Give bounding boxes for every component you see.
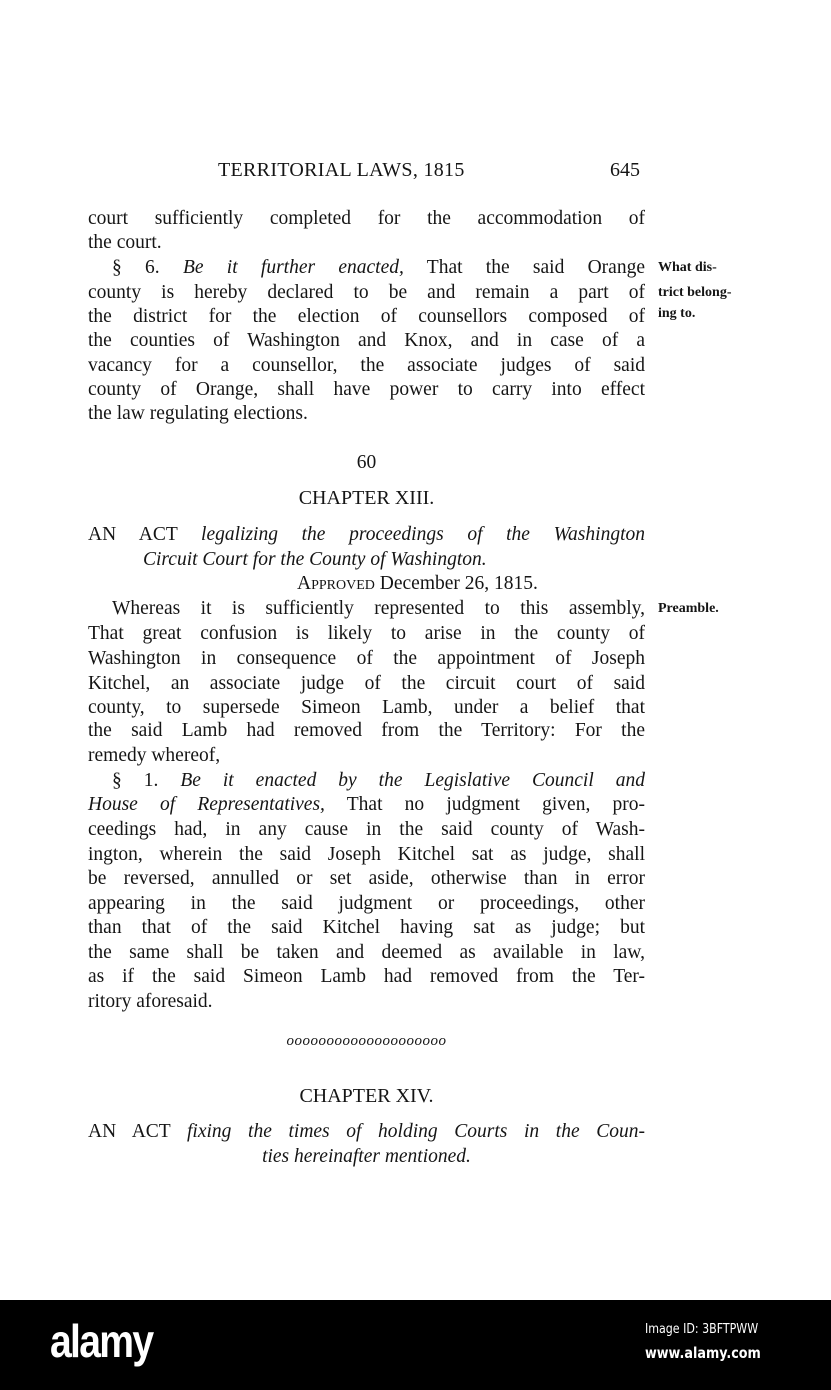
text-line xyxy=(88,622,645,646)
text-segment: That the said Orange xyxy=(403,257,645,278)
text-line xyxy=(88,486,645,510)
text-segment: 60 xyxy=(356,452,377,473)
italic-text: oooooooooooooooooooo xyxy=(286,1033,447,1049)
italic-text: fixing the times of holding Courts in the Coun- xyxy=(187,1121,645,1142)
text-segment: AN ACT xyxy=(88,524,202,545)
text-segment: § 6. xyxy=(112,257,183,278)
text-segment: AN ACT xyxy=(88,1121,187,1142)
text-line xyxy=(88,451,645,475)
text-line xyxy=(88,1029,645,1053)
text-segment: as if the said Simeon Lamb had removed from the Ter- xyxy=(88,966,645,987)
text-segment: Kitchel, an associate judge of the circuit court of said xyxy=(88,673,645,694)
text-line xyxy=(88,523,645,547)
text-segment: ritory aforesaid. xyxy=(88,991,213,1012)
italic-text: Be it further enacted, xyxy=(182,257,404,278)
text-line xyxy=(88,965,645,989)
text-line xyxy=(88,329,645,353)
text-line xyxy=(88,719,645,743)
text-segment: court sufficiently completed for the accommodation of xyxy=(88,208,645,229)
text-segment: county is hereby declared to be and remain a part of xyxy=(88,282,645,303)
text-line xyxy=(88,867,645,891)
text-segment: § 1. xyxy=(112,770,181,791)
text-line xyxy=(88,207,645,231)
text-line xyxy=(88,843,645,867)
text-segment: ington, wherein the said Joseph Kitchel sat as judge, shall xyxy=(88,844,645,865)
text-segment: vacancy for a counsellor, the associate judges of said xyxy=(88,355,645,376)
text-segment: Approved xyxy=(297,573,375,594)
text-segment: county of Orange, shall have power to carry into effect xyxy=(88,379,645,400)
text-line xyxy=(88,941,645,965)
text-segment: CHAPTER XIV. xyxy=(299,1085,434,1107)
text-line xyxy=(88,793,645,817)
watermark-bar xyxy=(0,1300,831,1390)
text-line xyxy=(88,231,645,255)
text-line xyxy=(88,378,645,402)
text-segment: Whereas it is sufficiently represented to this assembly, xyxy=(112,598,645,619)
alamy-logo: alamy xyxy=(50,1315,153,1367)
text-line xyxy=(88,696,645,720)
text-segment: appearing in the said judgment or proceedings, other xyxy=(88,893,645,914)
text-segment: That no judgment given, pro- xyxy=(324,794,645,815)
text-line xyxy=(88,572,645,596)
text-line xyxy=(88,672,645,696)
text-segment: the same shall be taken and deemed as available in law, xyxy=(88,942,645,963)
text-line xyxy=(88,354,645,378)
text-segment: the district for the election of counsellors composed of xyxy=(88,306,645,327)
site-url: www.alamy.com xyxy=(645,1344,761,1362)
italic-text: Circuit Court for the County of Washington. xyxy=(143,549,487,570)
italic-text: House of Representatives, xyxy=(88,794,325,815)
text-segment: the said Lamb had removed from the Territory: For the xyxy=(88,720,645,741)
text-segment: CHAPTER XIII. xyxy=(298,487,435,509)
text-segment: That great confusion is likely to arise in the county of xyxy=(88,623,645,644)
text-line xyxy=(88,916,645,940)
text-line xyxy=(88,990,645,1014)
italic-text: legalizing the proceedings of the Washington xyxy=(201,524,645,545)
italic-text: Be it enacted by the Legislative Council and xyxy=(180,770,645,791)
text-line xyxy=(88,1145,645,1169)
text-line xyxy=(88,548,645,572)
text-line xyxy=(88,305,645,329)
text-segment: be reversed, annulled or set aside, otherwise than in error xyxy=(88,868,645,889)
image-id-label: Image ID: 3BFTPWW xyxy=(645,1322,759,1337)
text-segment: than that of the said Kitchel having sat as judge; but xyxy=(88,917,645,938)
margin-note: What dis- xyxy=(658,260,717,275)
text-line xyxy=(88,597,645,621)
margin-note: trict belong- xyxy=(658,285,732,300)
text-line xyxy=(88,647,645,671)
italic-text: ties hereinafter mentioned. xyxy=(262,1146,471,1167)
text-line xyxy=(88,769,645,793)
text-segment: Washington in consequence of the appointment of Joseph xyxy=(88,648,645,669)
text-segment: the court. xyxy=(88,232,162,253)
text-line xyxy=(88,744,645,768)
text-segment: the law regulating elections. xyxy=(88,403,308,424)
text-segment: remedy whereof, xyxy=(88,745,221,766)
text-segment: ceedings had, in any cause in the said county of Wash- xyxy=(88,819,645,840)
text-segment: county, to supersede Simeon Lamb, under a belief that xyxy=(88,697,645,718)
text-line xyxy=(88,1120,645,1144)
text-line xyxy=(88,818,645,842)
text-line xyxy=(88,892,645,916)
margin-note: Preamble. xyxy=(658,601,719,616)
margin-note: ing to. xyxy=(658,306,696,321)
text-segment: the counties of Washington and Knox, and in case of a xyxy=(88,330,645,351)
text-line xyxy=(88,281,645,305)
text-line xyxy=(88,402,645,426)
running-title: TERRITORIAL LAWS, 1815 xyxy=(218,159,465,181)
text-line xyxy=(88,256,645,280)
text-segment: December 26, 1815. xyxy=(374,573,538,594)
text-line xyxy=(88,1084,645,1108)
page-number: 645 xyxy=(610,159,640,181)
